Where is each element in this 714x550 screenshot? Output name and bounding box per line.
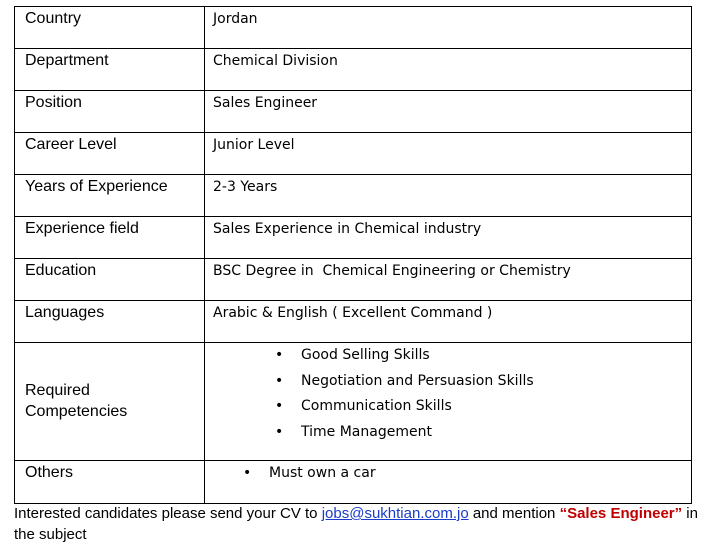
email-link[interactable]: jobs@sukhtian.com.jo: [321, 505, 469, 522]
bullet-icon: •: [275, 398, 284, 414]
bullet-icon: •: [243, 465, 252, 481]
row-label-others: Others: [15, 461, 205, 504]
table-row: [15, 301, 692, 343]
row-label-competencies: [15, 343, 205, 461]
application-instructions: [14, 503, 704, 545]
row-value-languages: Arabic & English ( Excellent Command ): [205, 301, 692, 343]
table-row: [15, 175, 692, 217]
footer-text-3: in the subject: [14, 505, 698, 543]
row-label-country: Country: [15, 7, 205, 49]
bullet-icon: •: [275, 423, 284, 440]
row-label-department: Department: [15, 49, 205, 91]
competency-text: Time Management: [301, 423, 432, 440]
table-row: [15, 7, 692, 49]
table-row: [15, 343, 692, 461]
competencies-label-line2: Competencies: [25, 403, 128, 420]
row-label-years-experience: Years of Experience: [15, 175, 205, 217]
row-value-department: Chemical Division: [205, 49, 692, 91]
competency-text: Communication Skills: [301, 398, 452, 414]
others-text: Must own a car: [269, 465, 376, 481]
table-row: [15, 91, 692, 133]
row-label-languages: Languages: [15, 301, 205, 343]
list-item: [243, 462, 691, 484]
row-value-others: [205, 461, 692, 504]
competencies-list: [213, 344, 691, 446]
table-row: [15, 217, 692, 259]
footer-text-2: and mention: [468, 505, 560, 522]
row-value-competencies: [205, 343, 692, 461]
table-row: [15, 461, 692, 504]
job-details-table: [14, 6, 692, 504]
list-item: [275, 344, 691, 370]
row-value-education: BSC Degree in Chemical Engineering or Chemistry: [205, 259, 692, 301]
row-label-education: Education: [15, 259, 205, 301]
bullet-icon: •: [275, 347, 284, 363]
row-label-career-level: Career Level: [15, 133, 205, 175]
footer-text-1: Interested candidates please send your CV to: [14, 505, 322, 522]
subject-highlight: “Sales Engineer”: [559, 505, 683, 522]
row-value-career-level: Junior Level: [205, 133, 692, 175]
table-row: [15, 259, 692, 301]
bullet-icon: •: [275, 372, 284, 389]
competency-text: Negotiation and Persuasion Skills: [301, 372, 534, 389]
row-value-position: Sales Engineer: [205, 91, 692, 133]
competency-text: Good Selling Skills: [301, 347, 430, 363]
table-row: [15, 49, 692, 91]
list-item: [275, 395, 691, 421]
list-item: [275, 370, 691, 396]
row-value-country: Jordan: [205, 7, 692, 49]
competencies-label-line1: Required: [25, 382, 90, 399]
row-value-years-experience: 2-3 Years: [205, 175, 692, 217]
list-item: [275, 421, 691, 447]
row-label-position: Position: [15, 91, 205, 133]
row-label-experience-field: Experience field: [15, 217, 205, 259]
others-list: [213, 462, 691, 484]
table-row: [15, 133, 692, 175]
row-value-experience-field: Sales Experience in Chemical industry: [205, 217, 692, 259]
